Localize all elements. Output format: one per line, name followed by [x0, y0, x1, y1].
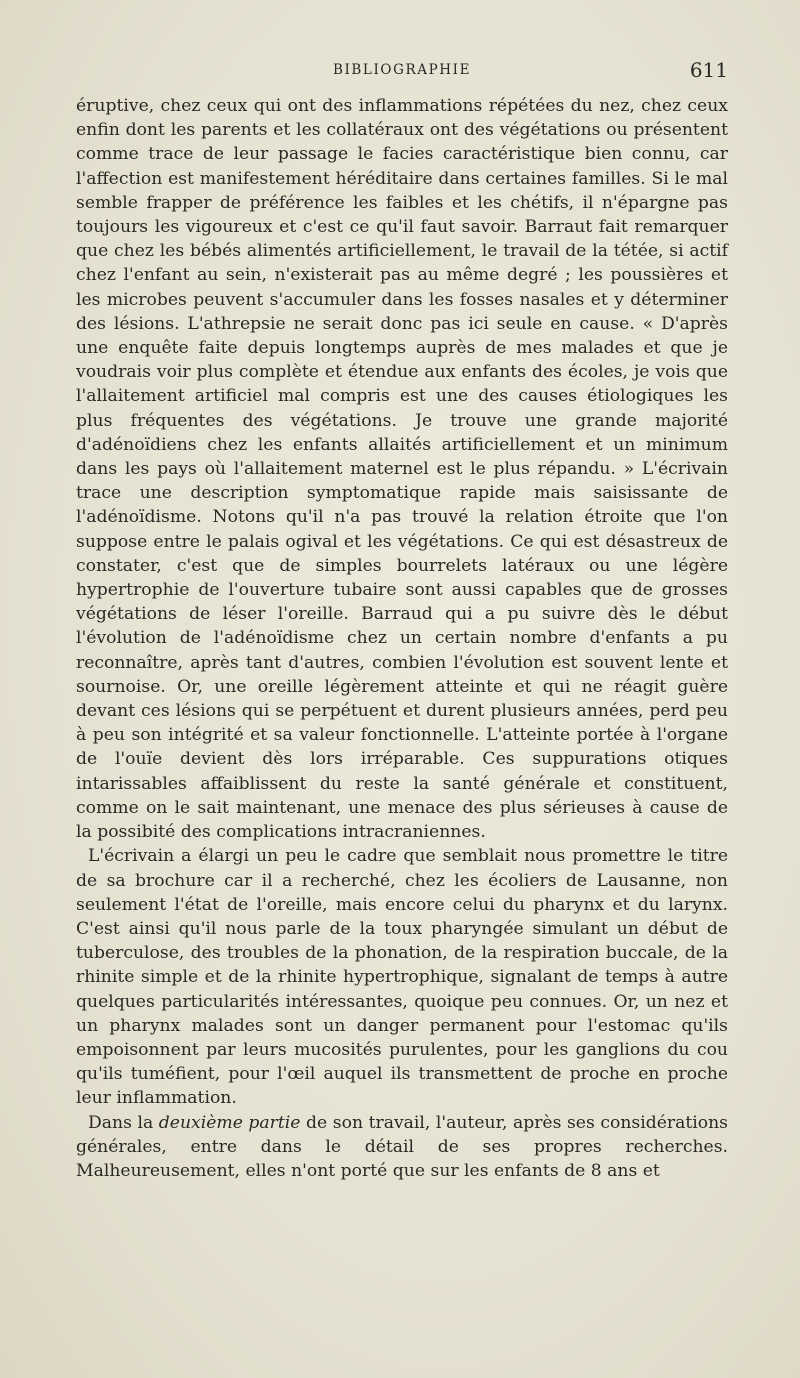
running-head: BIBLIOGRAPHIE	[332, 62, 472, 78]
emphasis-deuxieme-partie: deuxième partie	[158, 1112, 301, 1133]
paragraph-3-lead: Dans la	[88, 1112, 159, 1133]
page-number: 611	[689, 58, 728, 82]
paragraph-2: L'écrivain a élargi un peu le cadre que semblait nous promettre le titre de sa brochure car il a recherché, chez les écoliers de Lausanne, non seulement l'état de l'oreille, mais encore celui du pharynx et du larynx. C'est ainsi qu'il nous parle de la toux pharyngée simulant un début de tuberculose, des troubles de la phonation, de la respiration buccale, de la rhinite simple et de la rhinite hypertrophique, signalant de temps à autre quelques particularités intéressantes, quoique peu connues. Or, un nez et un pharynx malades sont un danger permanent pour l'estomac qu'ils empoisonnent par leurs mucosités purulentes, pour les ganglions du cou qu'ils tuméfient, pour l'œil auquel ils transmettent de proche en proche leur inflammation.	[76, 846, 728, 1109]
paragraph-3-rest: de son travail, l'auteur, après ses considérations générales, entre dans le détail de ses propres recherches. Malheureusement, elles n'ont porté que sur les enfants de 8 ans et	[76, 1112, 728, 1181]
page-header	[76, 58, 728, 84]
paragraph-3	[76, 1111, 728, 1184]
body-text	[76, 94, 728, 1183]
paragraph-1: éruptive, chez ceux qui ont des inflammations répétées du nez, chez ceux enfin dont les parents et les collatéraux ont des végétations ou présentent comme trace de leur passage le facies caractéristique bien connu, car l'affection est manifestement héréditaire dans certaines familles. Si le mal semble frapper de préférence les faibles et les chétifs, il n'épargne pas toujours les vigoureux et c'est ce qu'il faut savoir. Barraut fait remarquer que chez les bébés alimentés artificiellement, le travail de la tétée, si actif chez l'enfant au sein, n'existerait pas au même degré ; les poussières et les microbes peuvent s'accumuler dans les fosses nasales et y déterminer des lésions. L'athrepsie ne serait donc pas ici seule en cause. « D'après une enquête faite depuis longtemps auprès de mes malades et que je voudrais voir plus complète et étendue aux enfants des écoles, je vois que l'allaitement artificiel mal compris est une des causes étiologiques les plus fréquentes des végétations. Je trouve une grande majorité d'adénoïdiens chez les enfants allaités artificiellement et un minimum dans les pays où l'allaitement maternel est le plus répandu. » L'écrivain trace une description symptomatique rapide mais saisissante de l'adénoïdisme. Notons qu'il n'a pas trouvé la relation étroite que l'on suppose entre le palais ogival et les végétations. Ce qui est désastreux de constater, c'est que de simples bourrelets latéraux ou une légère hypertrophie de l'ouverture tubaire sont aussi capables que de grosses végétations de léser l'oreille. Barraud qui a pu suivre dès le début l'évolution de l'adénoïdisme chez un certain nombre d'enfants a pu reconnaître, après tant d'autres, combien l'évolution est souvent lente et sournoise. Or, une oreille légèrement atteinte et qui ne réagit guère devant ces lésions qui se perpétuent et durent plusieurs années, perd peu à peu son intégrité et sa valeur fonctionnelle. L'atteinte portée à l'organe de l'ouïe devient dès lors irréparable. Ces suppurations otiques intarissables affaiblissent du reste la santé générale et constituent, comme on le sait maintenant, une menace des plus sérieuses à cause de la possibité des complications intracraniennes.	[76, 96, 728, 843]
